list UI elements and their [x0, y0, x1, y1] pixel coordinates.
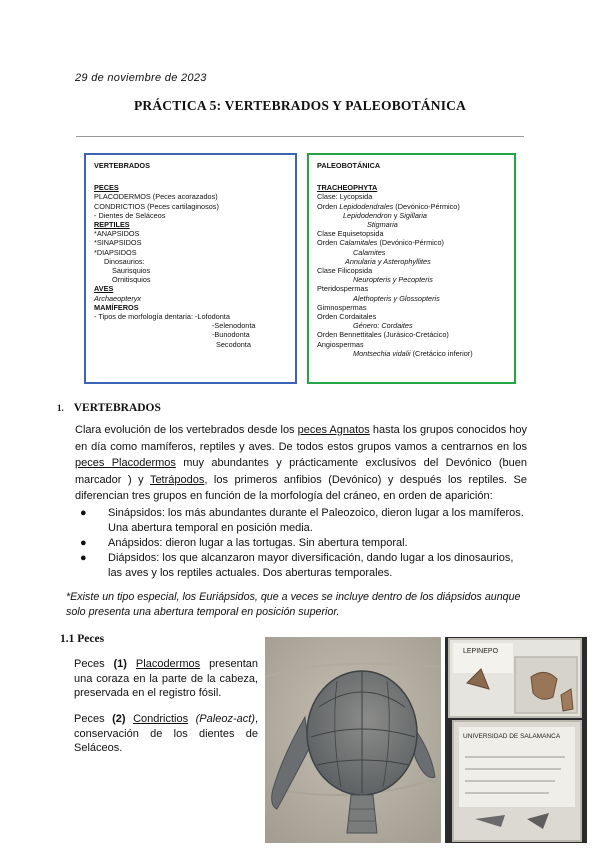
- text: Clara evolución de los vertebrados desde los: [75, 424, 298, 436]
- paleobotanica-summary-box: [307, 153, 516, 384]
- diapsidos-line: *DIAPSIDOS: [94, 247, 137, 257]
- selenodonta-line: -Selenodonta: [212, 321, 256, 331]
- dientes-line: - Dientes de Seláceos: [94, 210, 166, 220]
- list-item-text: Anápsidos: dieron lugar a las tortugas. Sin abertura temporal.: [108, 537, 408, 549]
- list-item: [80, 551, 527, 580]
- intro-paragraph: [75, 422, 527, 505]
- text: (Paleoz-act): [195, 713, 255, 725]
- vertebrados-summary-box: [84, 153, 297, 384]
- text: Placodermos: [135, 658, 201, 670]
- anapsidos-line: *ANAPSIDOS: [94, 229, 140, 239]
- specimen-label-bottom: UNIVERSIDAD DE SALAMANCA: [463, 733, 561, 740]
- euriapsidos-note: *Existe un tipo especial, los Euriápsidos, que a veces se incluye dentro de los diápsidos aunque solo presenta una abertura temporal en posición superior.: [66, 591, 521, 618]
- archaeopteryx-line: Archaeopteryx: [94, 293, 142, 303]
- bennettitales-line: Orden Bennettitales (Jurásico-Cretácico): [317, 330, 449, 340]
- bullet-icon: ●: [80, 552, 87, 564]
- alethopteris-line: Alethopteris y Glossopteris: [353, 293, 440, 303]
- annularia-line: Annularia y Asterophyllites: [345, 256, 431, 266]
- secodonta-line: Secodonta: [216, 339, 251, 349]
- link-placodermos: peces Placodermos: [75, 457, 176, 469]
- montsechia-line: [317, 349, 514, 358]
- text: , conservación de los dientes de Seláceos.: [74, 713, 258, 754]
- tipos-dentaria-line: - Tipos de morfología dentaria: -Lofodonta: [94, 312, 230, 322]
- neuropteris-line: Neuropteris y Pecopteris: [353, 275, 433, 285]
- condrictios-line: CONDRICTIOS (Peces cartilaginosos): [94, 201, 219, 211]
- text: Lepidodendron: [343, 210, 392, 220]
- list-item-text: Diápsidos: los que alcanzaron mayor diversificación, dando lugar a los dinosaurios, las aves y los reptiles actuales. Dos aberturas temporales.: [108, 552, 514, 579]
- text: Lepidodendrales: [339, 201, 394, 211]
- text: (Devónico-Pérmico): [377, 238, 444, 248]
- text: (1): [113, 658, 127, 670]
- box-heading: PALEOBOTÁNICA: [317, 161, 381, 170]
- document-title: PRÁCTICA 5: VERTEBRADOS Y PALEOBOTÁNICA: [133, 98, 467, 113]
- gimnospermas-line: Gimnospermas: [317, 302, 367, 312]
- specimen-label-top: LEPINEPO: [463, 648, 499, 655]
- lycopsida-line: Clase: Lycopsida: [317, 192, 373, 202]
- subsection-title: Peces: [77, 633, 105, 645]
- bunodonta-line: -Bunodonta: [212, 330, 250, 340]
- link-agnatos: peces Agnatos: [297, 424, 370, 436]
- placodermos-paragraph: [74, 657, 258, 701]
- placodermos-line: PLACODERMOS (Peces acorazados): [94, 192, 218, 202]
- angiospermas-line: Angiospermas: [317, 339, 364, 349]
- condrictios-paragraph: [74, 712, 258, 756]
- section-heading: [57, 402, 161, 414]
- text: (Devónico-Pérmico): [393, 201, 460, 211]
- text: Condrictios: [133, 713, 189, 725]
- dinosaurios-line: Dinosaurios:: [104, 256, 145, 266]
- placoderm-fossil-photo: [265, 637, 441, 843]
- aves-heading: AVES: [94, 284, 114, 294]
- lepidodendrales-line: [317, 202, 514, 211]
- text: Montsechia vidalii: [353, 348, 411, 358]
- fossil-illustration: [265, 637, 441, 843]
- text: Sigillaria: [399, 210, 427, 220]
- equisetopsida-line: Clase Equisetopsida: [317, 229, 384, 239]
- list-item: [80, 536, 527, 551]
- peces-heading: PECES: [94, 183, 119, 193]
- text: Orden: [317, 238, 340, 248]
- text: Calamitales: [339, 238, 378, 248]
- link-tetrapodos: Tetrápodos: [149, 473, 205, 486]
- section-number: 1.: [57, 403, 64, 413]
- list-item-text: Sinápsidos: los más abundantes durante el Paleozoico, dieron lugar a los mamíferos. Una abertura temporal en posición media.: [108, 507, 524, 534]
- text: presentan una coraza en la parte de la cabeza, preservada en el registro fósil.: [74, 658, 258, 699]
- calamitales-line: [317, 238, 514, 247]
- text: Peces: [74, 713, 113, 725]
- sinapsidos-line: *SINAPSIDOS: [94, 238, 142, 248]
- list-item: [80, 506, 527, 535]
- text: muy abundantes y prácticamente exclusivos del Devónico (buen marcador ) y: [75, 457, 527, 486]
- title-divider: [76, 136, 524, 137]
- text: , los primeros anfibios (Devónico) y después los reptiles. Se diferencian tres grupos en función de la morfología del cráneo, en orden de aparición:: [75, 473, 528, 502]
- bullet-icon: ●: [80, 537, 87, 549]
- section-title: VERTEBRADOS: [73, 402, 161, 414]
- reptiles-heading: REPTILES: [94, 220, 130, 230]
- bullet-icon: ●: [80, 507, 87, 519]
- stigmaria-line: Stigmaria: [367, 220, 398, 230]
- subsection-number: 1.1: [60, 633, 75, 645]
- text: hasta los grupos conocidos hoy en día como mamíferos, reptiles y aves. De todos estos grupos vamos a centrarnos en los: [75, 424, 528, 453]
- document-date: 29 de noviembre de 2023: [75, 72, 207, 84]
- subsection-heading: [60, 633, 104, 645]
- pteridospermas-line: Pteridospermas: [317, 284, 369, 294]
- box-heading: VERTEBRADOS: [94, 161, 150, 170]
- ornitisquios-line: Ornitisquios: [112, 275, 151, 285]
- cordaitales-line: Orden Cordaitales: [317, 312, 377, 322]
- text: (2): [112, 713, 126, 725]
- cordaites-line: Género: Cordaites: [353, 321, 413, 331]
- selacian-teeth-photo: [445, 637, 587, 843]
- text: Orden: [317, 201, 340, 211]
- lepidodendron-line: [317, 211, 514, 220]
- filicopsida-line: Clase Filicopsida: [317, 266, 373, 276]
- text: Peces: [74, 658, 114, 670]
- text: y: [391, 210, 400, 220]
- calamites-line: Calamites: [353, 247, 386, 257]
- mamiferos-heading: MAMÍFEROS: [94, 302, 139, 312]
- saurisquios-line: Saurisquios: [112, 266, 151, 276]
- text: (Cretácico inferior): [410, 348, 473, 358]
- tracheophyta-heading: TRACHEOPHYTA: [317, 183, 378, 193]
